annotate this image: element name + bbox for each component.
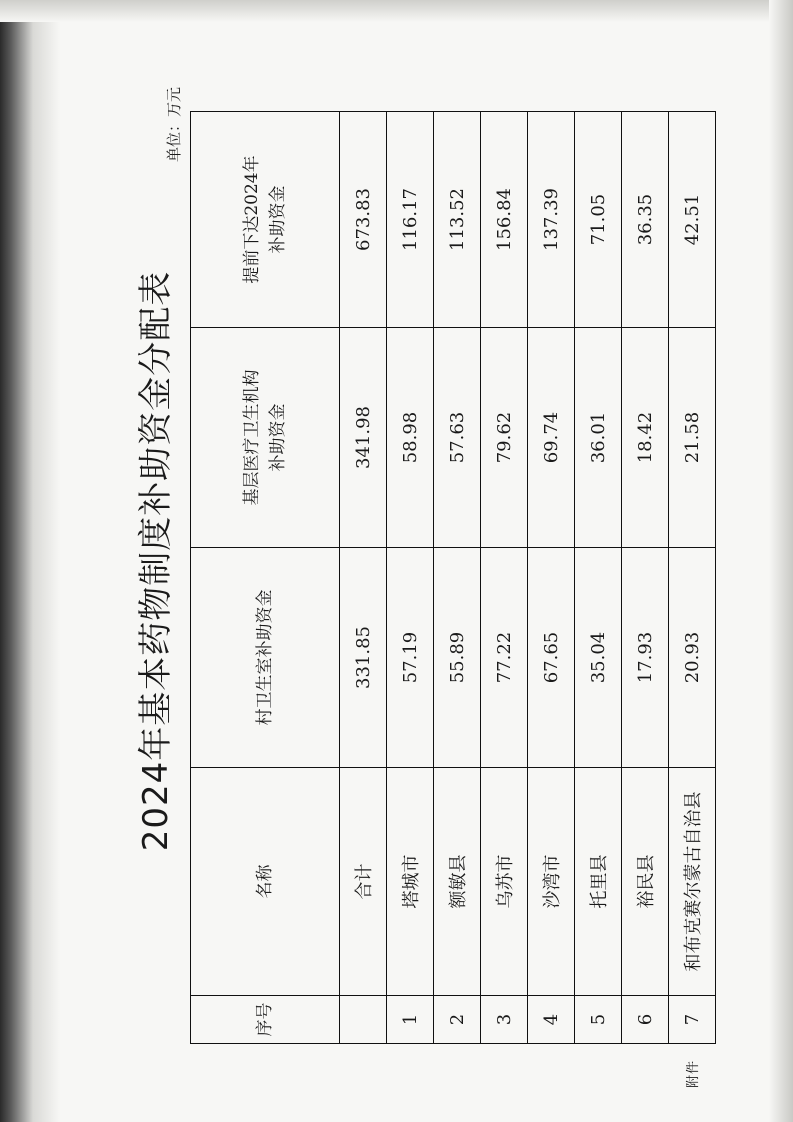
unit-label: 单位：万元 <box>165 86 183 162</box>
table-row <box>575 112 622 1044</box>
total-row <box>340 112 387 1044</box>
header-name: 名称 <box>191 768 340 996</box>
attachment-label: 附件 <box>686 1059 701 1088</box>
row-grassroots: 36.01 <box>575 328 622 548</box>
row-village: 35.04 <box>575 548 622 768</box>
table-row <box>669 112 716 1044</box>
row-village: 55.89 <box>434 548 481 768</box>
header-grassroots-text: 基层医疗卫生机构补助资金 <box>242 369 288 506</box>
row-name: 和布克赛尔蒙古自治县 <box>669 768 716 996</box>
row-grassroots: 58.98 <box>387 328 434 548</box>
table-row <box>481 112 528 1044</box>
row-grassroots: 69.74 <box>528 328 575 548</box>
row-advance: 36.35 <box>622 112 669 328</box>
row-seq: 4 <box>528 996 575 1044</box>
total-village: 331.85 <box>340 548 387 768</box>
row-advance: 137.39 <box>528 112 575 328</box>
row-name: 托里县 <box>575 768 622 996</box>
header-advance <box>191 112 340 328</box>
row-grassroots: 79.62 <box>481 328 528 548</box>
row-grassroots: 21.58 <box>669 328 716 548</box>
row-advance: 42.51 <box>669 112 716 328</box>
total-label: 合计 <box>340 768 387 996</box>
row-seq: 1 <box>387 996 434 1044</box>
row-village: 57.19 <box>387 548 434 768</box>
row-grassroots: 57.63 <box>434 328 481 548</box>
row-village: 17.93 <box>622 548 669 768</box>
header-row <box>191 112 340 1044</box>
row-name: 裕民县 <box>622 768 669 996</box>
allocation-table <box>190 111 716 1044</box>
table-row <box>387 112 434 1044</box>
header-village: 村卫生室补助资金 <box>191 548 340 768</box>
row-village: 77.22 <box>481 548 528 768</box>
row-name: 塔城市 <box>387 768 434 996</box>
row-name: 乌苏市 <box>481 768 528 996</box>
row-village: 20.93 <box>669 548 716 768</box>
row-name: 沙湾市 <box>528 768 575 996</box>
total-seq-cell <box>340 996 387 1044</box>
header-grassroots <box>191 328 340 548</box>
row-advance: 156.84 <box>481 112 528 328</box>
row-advance: 116.17 <box>387 112 434 328</box>
row-name: 额敏县 <box>434 768 481 996</box>
row-seq: 2 <box>434 996 481 1044</box>
row-advance: 71.05 <box>575 112 622 328</box>
total-grassroots: 341.98 <box>340 328 387 548</box>
table-row <box>622 112 669 1044</box>
header-seq: 序号 <box>191 996 340 1044</box>
row-seq: 6 <box>622 996 669 1044</box>
row-grassroots: 18.42 <box>622 328 669 548</box>
row-village: 67.65 <box>528 548 575 768</box>
row-advance: 113.52 <box>434 112 481 328</box>
row-seq: 3 <box>481 996 528 1044</box>
total-advance: 673.83 <box>340 112 387 328</box>
document-title: 2024年基本药物制度补助资金分配表 <box>136 270 176 852</box>
row-seq: 5 <box>575 996 622 1044</box>
table-row <box>434 112 481 1044</box>
row-seq: 7 <box>669 996 716 1044</box>
table-row <box>528 112 575 1044</box>
header-advance-text: 提前下达2024年补助资金 <box>242 155 288 284</box>
